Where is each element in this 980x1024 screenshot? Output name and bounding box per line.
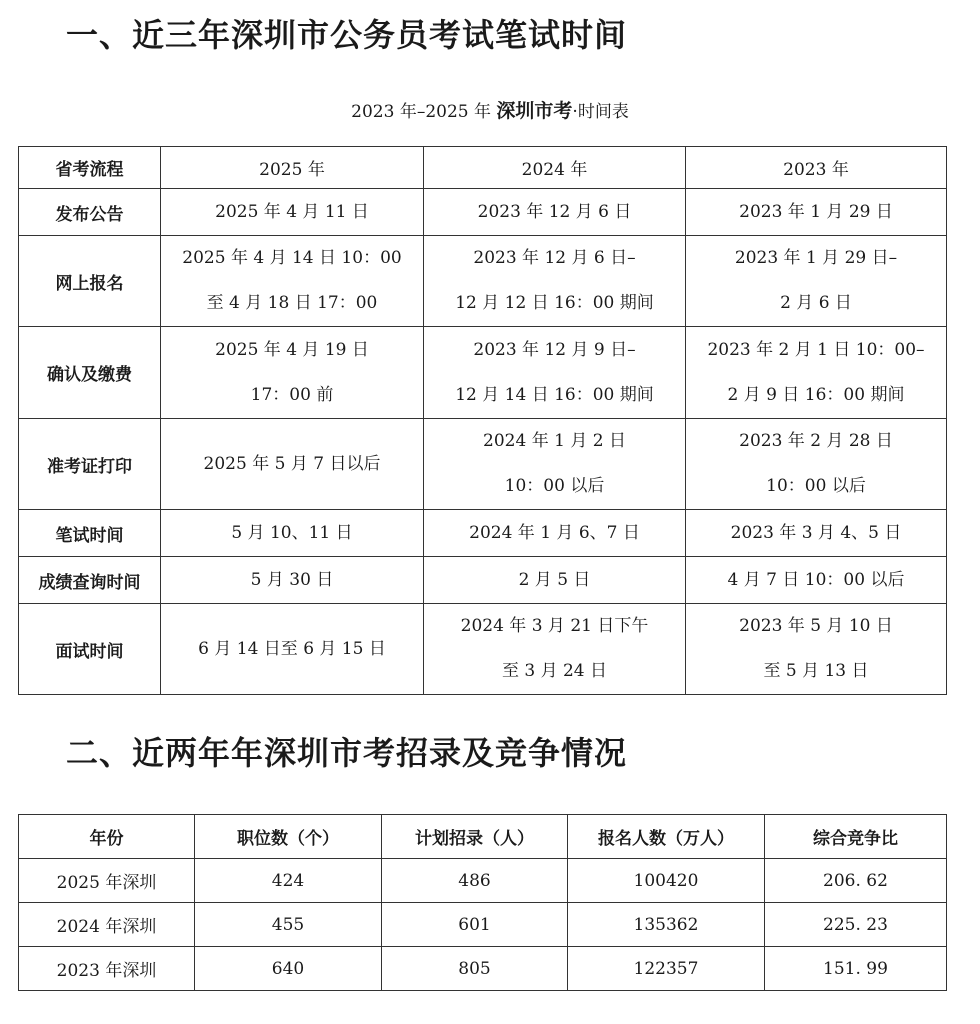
exam-schedule-table xyxy=(18,146,947,695)
section-2-heading: 二、近两年年深圳市考招录及竞争情况 xyxy=(66,734,628,772)
schedule-row-payment xyxy=(19,327,947,419)
table-cell: 135362 xyxy=(568,903,765,947)
cell-text: 12 月 12 日 16：00 期间 xyxy=(455,293,654,313)
schedule-row-registration xyxy=(19,236,947,327)
table-row xyxy=(19,947,947,991)
caption-suffix: ·时间表 xyxy=(572,102,629,122)
cell-text: 2023 年 12 月 6 日– xyxy=(473,248,636,268)
table-cell: 206. 62 xyxy=(765,859,947,903)
table-cell: 2023 年深圳 xyxy=(19,947,195,991)
header-year-2024: 2024 年 xyxy=(424,147,686,189)
table-row xyxy=(19,859,947,903)
cell-text: 10：00 以后 xyxy=(504,476,605,496)
cell-text: 5 月 10、11 日 xyxy=(231,523,353,543)
cell-text: 17：00 前 xyxy=(250,384,334,405)
table-cell xyxy=(686,510,947,557)
schedule-row-score-query xyxy=(19,557,947,604)
row-label: 成绩查询时间 xyxy=(19,557,161,604)
cell-text: 10：00 以后 xyxy=(766,476,866,496)
recruitment-stats-table xyxy=(18,814,947,991)
table-cell: 424 xyxy=(195,859,382,903)
table-cell xyxy=(161,557,424,604)
table-cell xyxy=(161,189,424,236)
cell-text: 12 月 14 日 16：00 期间 xyxy=(455,384,654,405)
section-1-heading: 一、近三年深圳市公务员考试笔试时间 xyxy=(66,16,628,54)
header-year-2025: 2025 年 xyxy=(161,147,424,189)
table-cell xyxy=(686,419,947,510)
schedule-row-admission-ticket xyxy=(19,419,947,510)
caption-year-range: 2023 年–2025 年 xyxy=(351,102,491,122)
row-label: 发布公告 xyxy=(19,189,161,236)
table-cell xyxy=(424,236,686,327)
header-planned-hires: 计划招录（人） xyxy=(382,815,568,859)
table-cell: 151. 99 xyxy=(765,947,947,991)
cell-text: 2023 年 12 月 6 日 xyxy=(477,202,632,222)
schedule-header-row xyxy=(19,147,947,189)
cell-text: 2023 年 1 月 29 日– xyxy=(734,248,898,268)
row-label: 准考证打印 xyxy=(19,419,161,510)
cell-text: 2025 年 5 月 7 日以后 xyxy=(203,454,381,474)
header-process: 省考流程 xyxy=(19,147,161,189)
cell-text: 至 4 月 18 日 17：00 xyxy=(206,293,378,313)
table-cell xyxy=(161,327,424,419)
cell-text: 2024 年 1 月 2 日 xyxy=(483,431,626,451)
table-cell: 455 xyxy=(195,903,382,947)
cell-text: 2024 年 3 月 21 日下午 xyxy=(460,616,649,636)
cell-text: 2 月 6 日 xyxy=(780,293,852,313)
header-competition-ratio: 综合竞争比 xyxy=(765,815,947,859)
caption-title: 深圳市考 xyxy=(496,100,573,122)
table-cell: 100420 xyxy=(568,859,765,903)
table-cell xyxy=(424,604,686,695)
cell-text: 2 月 9 日 16：00 期间 xyxy=(727,384,905,405)
schedule-row-interview xyxy=(19,604,947,695)
table-cell: 486 xyxy=(382,859,568,903)
cell-text: 2023 年 12 月 9 日– xyxy=(473,339,636,360)
table-cell xyxy=(424,557,686,604)
table-cell xyxy=(424,510,686,557)
header-applicants: 报名人数（万人） xyxy=(568,815,765,859)
table-cell xyxy=(161,419,424,510)
table-cell xyxy=(161,604,424,695)
row-label: 确认及缴费 xyxy=(19,327,161,419)
table-cell: 2025 年深圳 xyxy=(19,859,195,903)
table-cell xyxy=(686,604,947,695)
cell-text: 2023 年 1 月 29 日 xyxy=(739,202,893,222)
table-cell xyxy=(686,557,947,604)
table-cell xyxy=(161,236,424,327)
table-cell xyxy=(424,419,686,510)
table-row xyxy=(19,903,947,947)
cell-text: 2024 年 1 月 6、7 日 xyxy=(469,523,640,543)
cell-text: 2025 年 4 月 11 日 xyxy=(215,202,369,222)
cell-text: 2023 年 2 月 28 日 xyxy=(739,431,893,451)
cell-text: 2023 年 5 月 10 日 xyxy=(739,616,893,636)
table-cell: 122357 xyxy=(568,947,765,991)
table-cell: 601 xyxy=(382,903,568,947)
header-positions: 职位数（个） xyxy=(195,815,382,859)
header-year: 年份 xyxy=(19,815,195,859)
table-cell: 805 xyxy=(382,947,568,991)
cell-text: 至 3 月 24 日 xyxy=(501,661,608,681)
cell-text: 5 月 30 日 xyxy=(250,570,334,590)
table-cell xyxy=(424,189,686,236)
row-label: 面试时间 xyxy=(19,604,161,695)
cell-text: 2025 年 4 月 19 日 xyxy=(215,339,369,360)
table-cell: 2024 年深圳 xyxy=(19,903,195,947)
stats-header-row xyxy=(19,815,947,859)
table-cell xyxy=(686,327,947,419)
table-cell xyxy=(161,510,424,557)
table-cell: 640 xyxy=(195,947,382,991)
schedule-row-written-exam xyxy=(19,510,947,557)
row-label: 笔试时间 xyxy=(19,510,161,557)
table-cell xyxy=(686,236,947,327)
cell-text: 6 月 14 日至 6 月 15 日 xyxy=(198,639,386,659)
table-cell xyxy=(686,189,947,236)
cell-text: 2 月 5 日 xyxy=(518,570,591,590)
header-year-2023: 2023 年 xyxy=(686,147,947,189)
cell-text: 4 月 7 日 10：00 以后 xyxy=(727,570,905,590)
cell-text: 至 5 月 13 日 xyxy=(763,661,869,681)
schedule-table-caption xyxy=(0,96,980,123)
cell-text: 2023 年 3 月 4、5 日 xyxy=(730,523,902,543)
cell-text: 2023 年 2 月 1 日 10：00– xyxy=(707,339,925,360)
table-cell xyxy=(424,327,686,419)
schedule-row-announcement xyxy=(19,189,947,236)
row-label: 网上报名 xyxy=(19,236,161,327)
cell-text: 2025 年 4 月 14 日 10：00 xyxy=(182,248,402,268)
table-cell: 225. 23 xyxy=(765,903,947,947)
